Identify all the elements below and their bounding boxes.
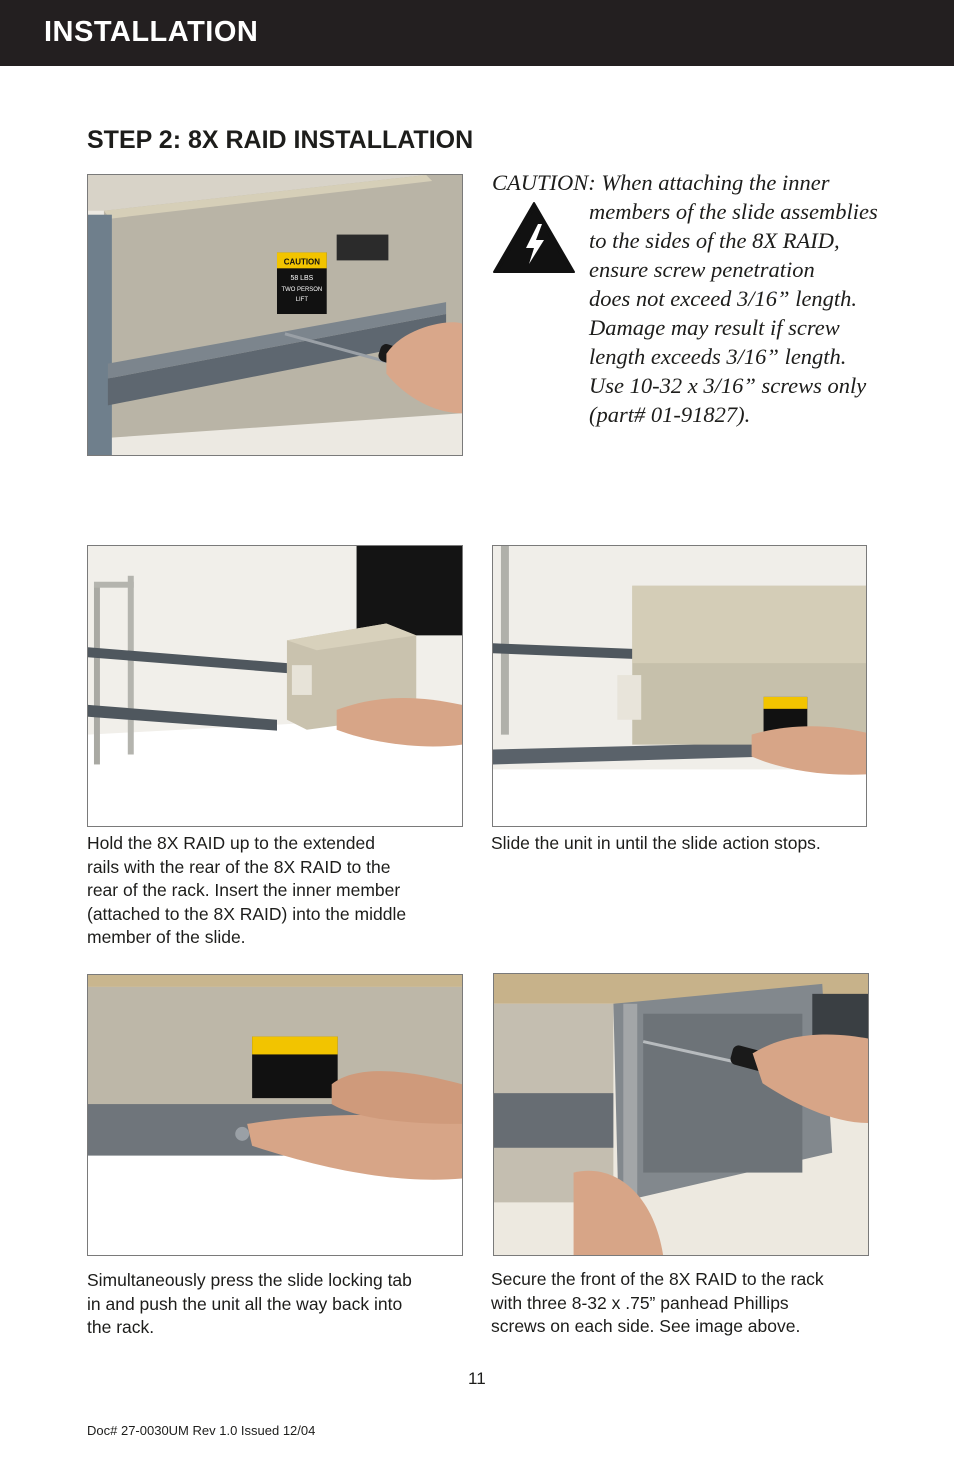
section-title: INSTALLATION	[44, 16, 259, 48]
caution-line: ensure screw penetration	[589, 257, 815, 282]
document-info: Doc# 27-0030UM Rev 1.0 Issued 12/04	[87, 1423, 316, 1438]
caution-line: members of the slide assemblies	[589, 199, 878, 224]
caption-line: rails with the rear of the 8X RAID to the	[87, 856, 391, 877]
caution-first-line: CAUTION: When attaching the inner	[492, 170, 830, 195]
page-number: 11	[468, 1369, 486, 1388]
caption-line: with three 8-32 x .75” panhead Phillips	[491, 1292, 789, 1313]
photo-slide-unit-in	[492, 545, 867, 827]
caption-line: (attached to the 8X RAID) into the middle	[87, 903, 407, 924]
photo-secure-front-screws	[493, 973, 869, 1256]
caution-body	[589, 197, 899, 429]
two-person-label-text: TWO PERSON	[281, 287, 323, 294]
caution-line: to the sides of the 8X RAID,	[589, 228, 840, 253]
photo-press-locking-tab	[87, 974, 463, 1256]
caption-line: Simultaneously press the slide locking tab	[87, 1270, 412, 1290]
caution-line: does not exceed 3/16” length.	[589, 286, 858, 311]
caution-line: Use 10-32 x 3/16” screws only	[589, 373, 867, 398]
weight-label-text: 58 LBS	[290, 275, 314, 283]
caption-press-locking-tab	[87, 1269, 412, 1340]
caption-line: the rack.	[87, 1317, 155, 1337]
caption-slide-unit-in	[491, 832, 821, 856]
photo-attach-inner-member	[87, 174, 463, 456]
step-title: STEP 2: 8X RAID INSTALLATION	[87, 126, 474, 154]
caution-line: (part# 01-91827).	[589, 402, 751, 427]
warning-lightning-icon	[492, 200, 576, 274]
caution-label-text: CAUTION	[283, 257, 320, 267]
caution-line: Damage may result if screw	[589, 315, 840, 340]
caution-line: length exceeds 3/16” length.	[589, 344, 847, 369]
caption-line: Secure the front of the 8X RAID to the rack	[491, 1269, 824, 1289]
caption-line: screws on each side. See image above.	[491, 1316, 801, 1336]
photo-hold-to-rails	[87, 545, 463, 827]
caption-secure-front-screws	[491, 1268, 824, 1339]
caution-notice	[492, 168, 912, 448]
caption-line: member of the slide.	[87, 927, 246, 947]
header-bar	[0, 0, 954, 66]
caption-line: Hold the 8X RAID up to the extended	[87, 833, 375, 853]
caption-hold-to-rails	[87, 832, 406, 950]
caption-line: rear of the rack. Insert the inner member	[87, 880, 401, 900]
caption-line: Slide the unit in until the slide action stops.	[491, 833, 821, 853]
lift-label-text: LIFT	[295, 297, 308, 304]
caption-line: in and push the unit all the way back into	[87, 1293, 403, 1314]
